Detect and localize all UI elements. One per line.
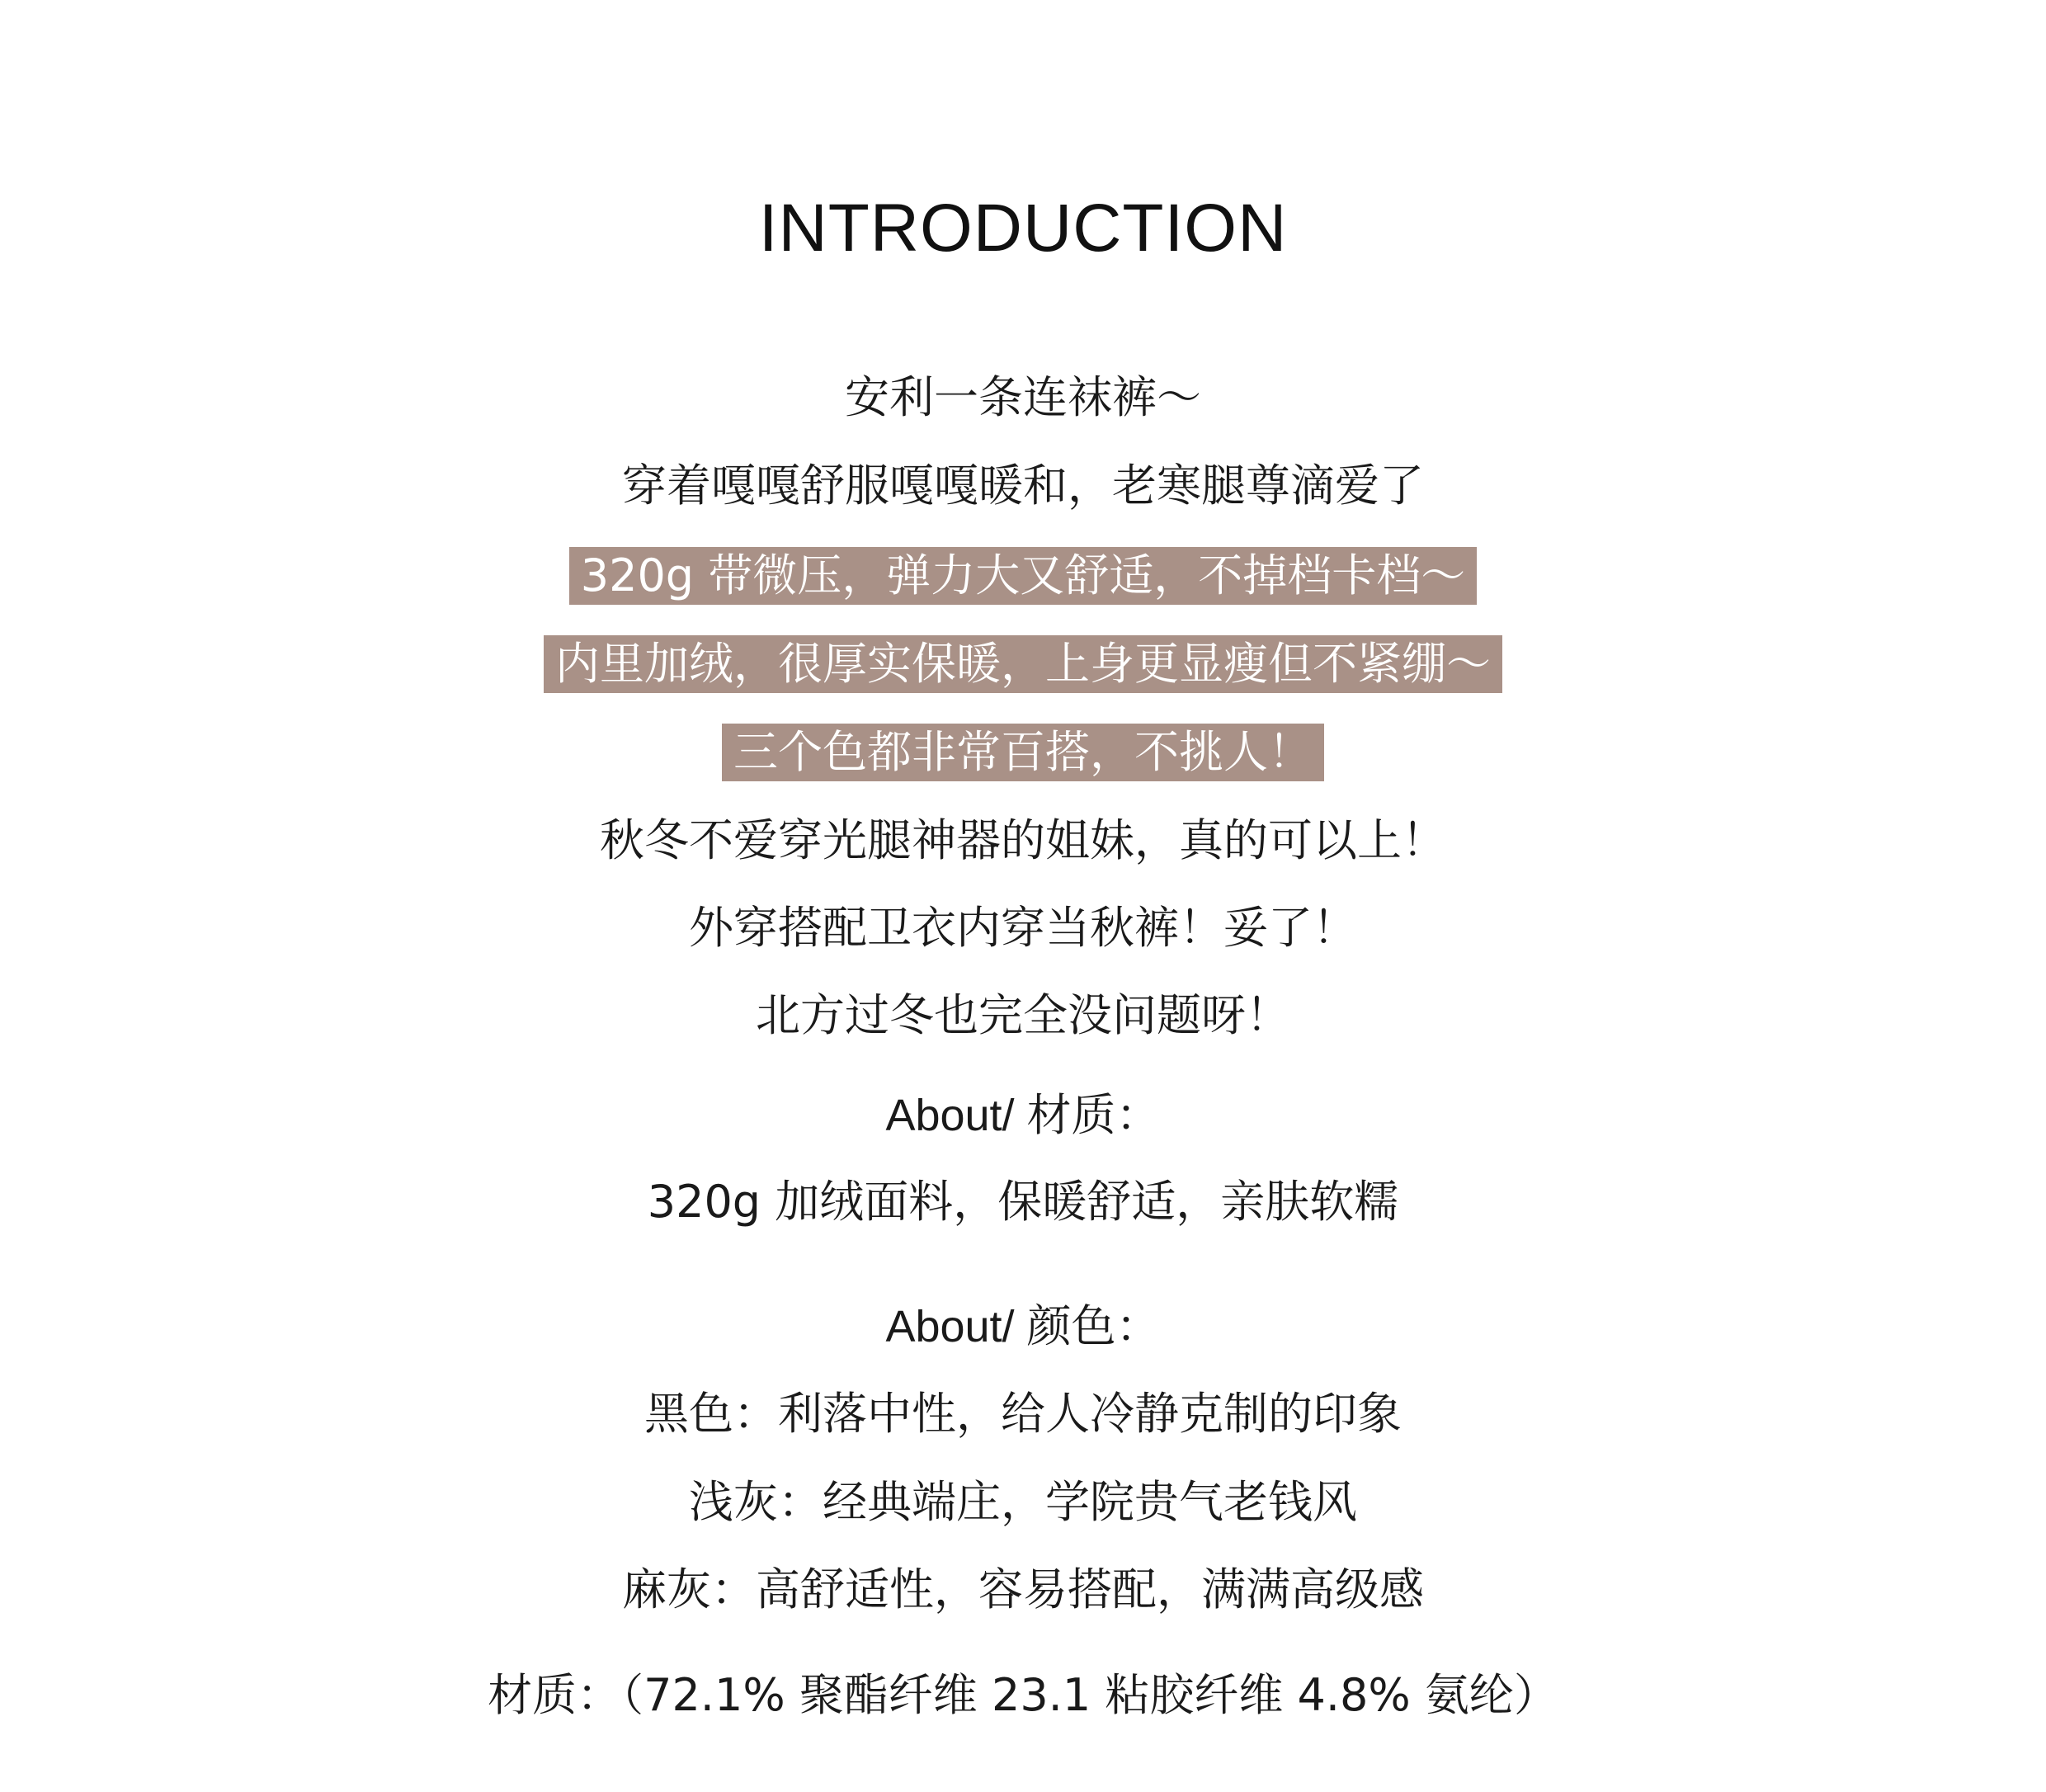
page-title: INTRODUCTION [758,191,1288,266]
intro-line-5-highlighted: 三个色都非常百搭，不挑人！ [0,724,2046,781]
intro-line-3-highlighted: 320g 带微压，弹力大又舒适，不掉档卡档～ [0,547,2046,605]
color-line-heather-grey: 麻灰：高舒适性，容易搭配，满满高级感 [622,1563,1424,1615]
color-line-black: 黑色：利落中性，给人冷静克制的印象 [644,1388,1402,1440]
intro-line-4-highlighted: 内里加绒，很厚实保暖，上身更显瘦但不紧绷～ [0,635,2046,693]
intro-line-7: 外穿搭配卫衣内穿当秋裤！妥了！ [689,902,1357,954]
material-heading: About/ 材质： [885,1091,1161,1140]
intro-line-1: 安利一条连袜裤～ [845,371,1201,423]
intro-line-8: 北方过冬也完全没问题呀！ [756,989,1290,1041]
material-description: 320g 加绒面料，保暖舒适，亲肤软糯 [647,1176,1399,1228]
intro-line-6: 秋冬不爱穿光腿神器的姐妹，真的可以上！ [600,814,1446,866]
fabric-composition: 材质：（72.1% 聚酯纤维 23.1 粘胶纤维 4.8% 氨纶） [488,1669,1558,1721]
color-heading: About/ 颜色： [885,1302,1161,1351]
color-line-light-grey: 浅灰：经典端庄，学院贵气老钱风 [689,1476,1357,1528]
intro-line-2: 穿着嘎嘎舒服嘎嘎暖和，老寒腿尊滴爱了 [622,460,1424,512]
